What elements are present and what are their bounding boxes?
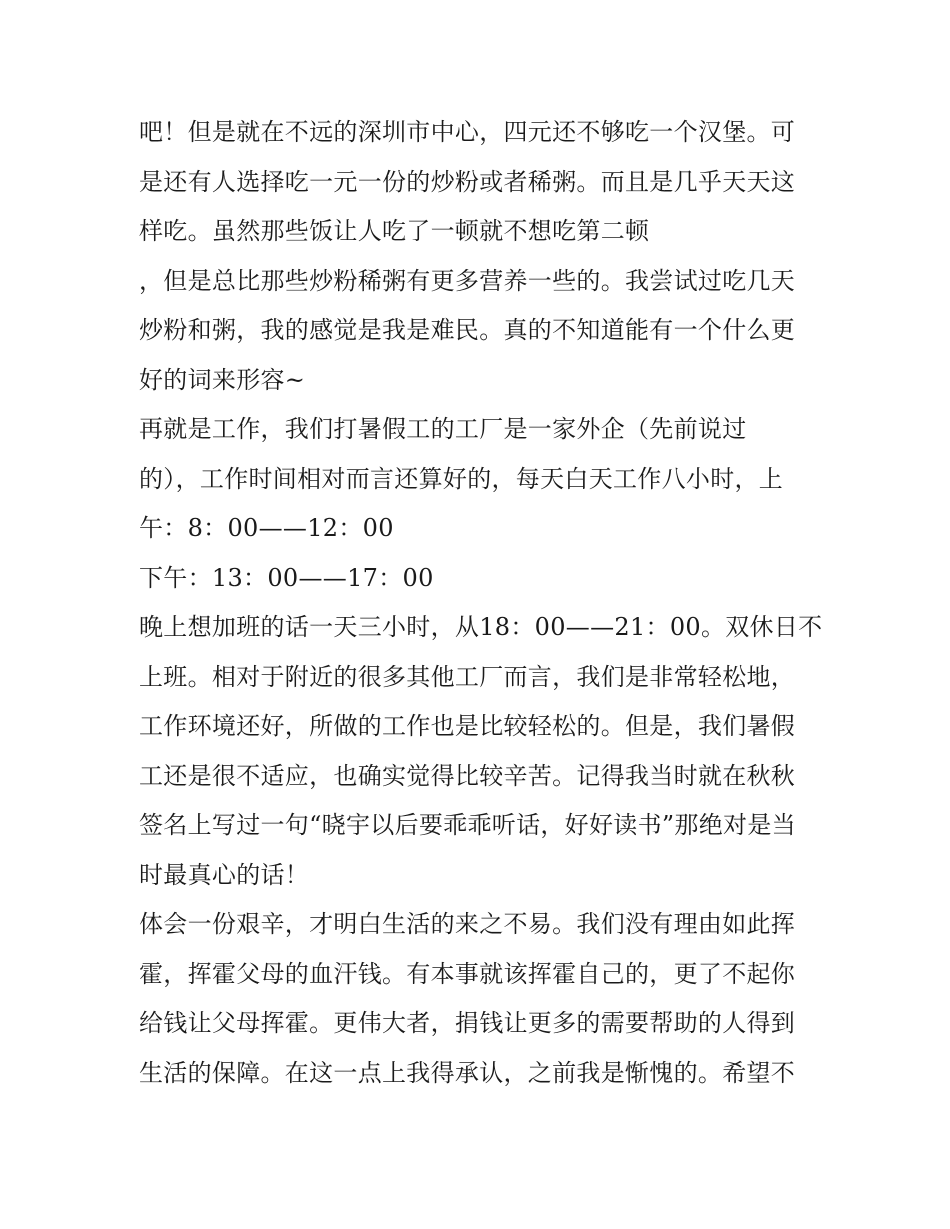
text-line: 下午：13：00——17：00 — [139, 563, 434, 592]
text-line: 再就是工作，我们打暑假工的工厂是一家外企（先前说过 — [139, 415, 747, 443]
text-line: 好的词来形容~ — [139, 365, 306, 394]
text-line: 炒粉和粥，我的感觉是我是难民。真的不知道能有一个什么更 — [139, 316, 796, 344]
text-line: 样吃。虽然那些饭让人吃了一顿就不想吃第二顿 — [139, 217, 650, 245]
text-line: ，但是总比那些炒粉稀粥有更多营养一些的。我尝试过吃几天 — [139, 266, 796, 295]
text-line: 晚上想加班的话一天三小时，从18：00——21：00。双休日不 — [139, 613, 823, 641]
text-line: 体会一份艰辛，才明白生活的来之不易。我们没有理由如此挥 — [139, 910, 796, 938]
text-line: 吧！但是就在不远的深圳市中心，四元还不够吃一个汉堡。可 — [139, 118, 796, 146]
document-body — [139, 108, 823, 1098]
text-line: 给钱让父母挥霍。更伟大者，捐钱让更多的需要帮助的人得到 — [139, 1009, 796, 1037]
text-line: 时最真心的话！ — [139, 860, 310, 889]
text-line: 工作环境还好，所做的工作也是比较轻松的。但是，我们暑假 — [139, 712, 796, 740]
text-line: 生活的保障。在这一点上我得承认，之前我是惭愧的。希望不 — [139, 1058, 796, 1087]
text-line: 的），工作时间相对而言还算好的，每天白天工作八小时，上 — [139, 464, 784, 493]
text-line: 工还是很不适应，也确实觉得比较辛苦。记得我当时就在秋秋 — [139, 761, 796, 790]
text-line: 是还有人选择吃一元一份的炒粉或者稀粥。而且是几乎天天这 — [139, 167, 796, 196]
text-line: 签名上写过一句“晓宇以后要乖乖听话，好好读书”那绝对是当 — [139, 811, 796, 839]
text-line: 霍，挥霍父母的血汗钱。有本事就该挥霍自己的，更了不起你 — [139, 959, 796, 988]
text-line: 上班。相对于附近的很多其他工厂而言，我们是非常轻松地， — [139, 662, 796, 691]
text-line: 午：8：00——12：00 — [139, 514, 394, 542]
